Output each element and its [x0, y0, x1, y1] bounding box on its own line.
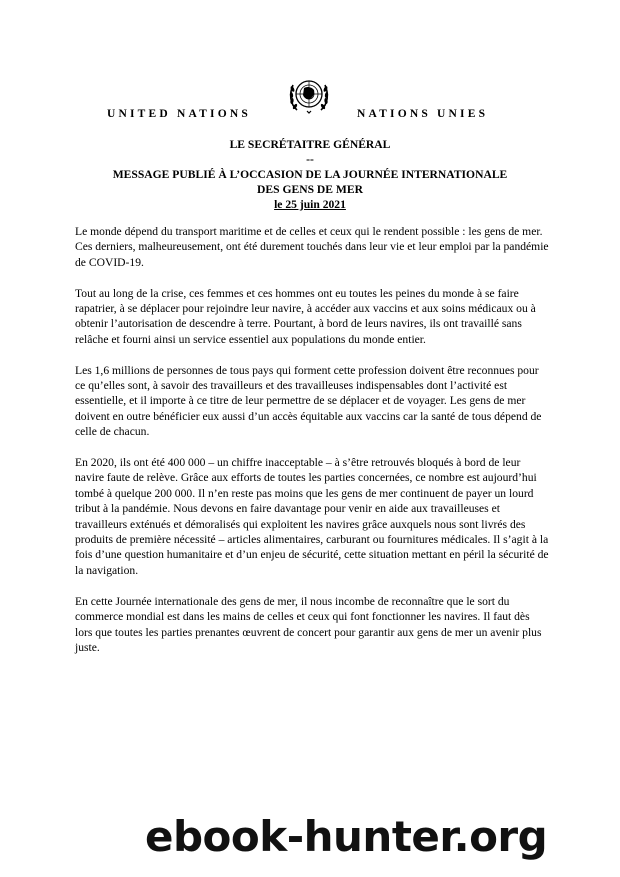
org-name-english: UNITED NATIONS: [107, 108, 251, 120]
paragraph-2: Tout au long de la crise, ces femmes et ces hommes ont eu toutes les peines du monde à se faire rapatrier, à se déplacer pour rejoindre leur navire, à accéder aux vaccins et aux soins médicaux ou à obtenir l’autorisation de descendre à terre. Pourtant, à bord de leurs navires, ils ont travaillé sans relâche et fourni ainsi un service essentiel aux populations du monde entier.: [75, 286, 536, 346]
message-date: le 25 juin 2021: [274, 198, 346, 211]
message-header: [60, 137, 560, 212]
org-name-french: NATIONS UNIES: [357, 108, 489, 120]
paragraph-5: En cette Journée internationale des gens de mer, il nous incombe de reconnaître que le sort du commerce mondial est dans les mains de celles et ceux qui font fonctionner les navires. Il faut dès lors que toutes les parties prenantes œuvrent de concert pour garantir aux gens de mer un avenir plus juste.: [75, 594, 542, 654]
message-title-line-2: DES GENS DE MER: [257, 183, 363, 196]
paragraph-3: Les 1,6 millions de personnes de tous pays qui forment cette profession doivent être reconnues pour ce qu’elles sont, à savoir des travailleurs et des travailleuses indispensables dont l’activité est essentielle, et il importe à ce titre de leur permettre de se déplacer et de voyager. Les gens de mer doivent en outre bénéficier eux aussi d’un accès équitable aux vaccins car la santé de tous dépend de celle de chacun.: [75, 363, 542, 439]
header-separator: --: [306, 153, 314, 166]
paragraph-1: Le monde dépend du transport maritime et de celles et ceux qui le rendent possible : les gens de mer. Ces derniers, malheureusement, ont été durement touchés dans leur vie et leur emploi par la pandémie de COVID-19.: [75, 225, 549, 269]
watermark-text: ebook-hunter.org: [145, 812, 548, 861]
paragraph-4: En 2020, ils ont été 400 000 – un chiffre inacceptable – à s’être retrouvés bloqués à bord de leur navire faute de relève. Grâce aux efforts de toutes les parties concernées, ce nombre est aujourd’hui tombé à quelque 200 000. Il n’en reste pas moins que les gens de mer continuent de payer un lourd tribut à la pandémie. Nous devons en faire davantage pour venir en aide aux travailleuses et travailleurs exténués et démoralisés qui exploitent les navires grâce auxquels nous sont livrés des produits de première nécessité – articles alimentaires, carburant ou fournitures médicales. Il s’agit à la fois d’une question humanitaire et d’un enjeu de sécurité, cette situation mettant en péril la sécurité de la navigation.: [75, 456, 549, 577]
message-title-line-1: MESSAGE PUBLIÉ À L’OCCASION DE LA JOURNÉE INTERNATIONALE: [112, 168, 508, 181]
un-emblem-icon: [287, 76, 331, 116]
office-title: LE SECRÉTAITRE GÉNÉRAL: [229, 138, 391, 151]
message-body: [75, 224, 549, 671]
